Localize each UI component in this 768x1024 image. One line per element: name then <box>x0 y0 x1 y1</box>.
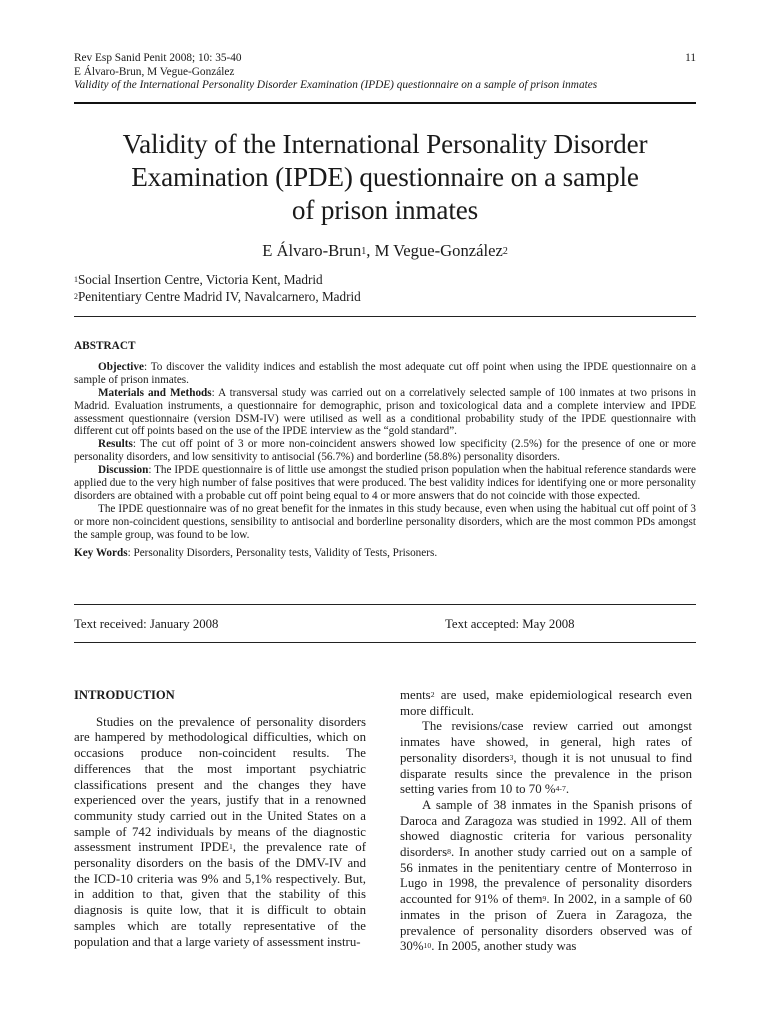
abstract-results <box>74 438 696 464</box>
title-line-3: of prison inmates <box>291 195 479 225</box>
objective-label: Objective <box>98 360 144 373</box>
body-column-left <box>74 688 366 950</box>
page-number: 11 <box>685 52 696 64</box>
intro-p3-text-d: . In 2005, another study was <box>431 939 577 954</box>
journal-citation: Rev Esp Sanid Penit 2008; 10: 35-40 <box>74 52 242 64</box>
results-label: Results <box>98 438 133 451</box>
affiliation-2-mark: 2 <box>74 291 78 301</box>
intro-p1-cont-a: ments <box>400 688 431 702</box>
affiliation-1-mark: 1 <box>74 275 78 285</box>
intro-p3-text-a: A sample of 38 inmates in the Spanish prisons of Daroca and Zaragoza was studied in 1992. All of them showed diagnostic criteria for various personality disorders <box>400 797 692 860</box>
affiliation-1 <box>74 272 696 289</box>
keywords-text: : Personality Disorders, Personality tests, Validity of Tests, Prisoners. <box>127 546 438 559</box>
abstract-section <box>74 340 696 560</box>
running-header <box>74 52 696 93</box>
intro-p1-text-a: Studies on the prevalence of personality disorders are hampered by methodological difficulties, which on occasions produce non-coincident results. The differences that the most important psychiatric classifications present and the changes they have experienced over the years, justify that in a renowned community study carried out in the United States on a sample of 742 individuals by means of the diagnostic assessment instrument IPDE <box>74 714 366 855</box>
methods-label: Materials and Methods <box>98 386 212 399</box>
discussion-label: Discussion <box>98 464 149 477</box>
keywords-label: Key Words <box>74 546 128 559</box>
abstract-methods <box>74 387 696 439</box>
affiliation-2-text: Penitentiary Centre Madrid IV, Navalcarnero, Madrid <box>77 288 361 304</box>
author-1-affiliation-mark: 1 <box>361 245 367 257</box>
body-column-right <box>400 688 692 955</box>
introduction-heading: INTRODUCTION <box>74 688 175 702</box>
date-accepted: Text accepted: May 2008 <box>445 617 575 631</box>
results-text: : The cut off point of 3 or more non-coincident answers showed low specificity (2.5%) for the presence of one or more personality disorders, and low sensitivity to antisocial (56.7%) and borderline (58.8%) personality disorders. <box>74 438 696 464</box>
affiliations <box>74 272 696 305</box>
affiliation-2 <box>74 289 696 306</box>
citation-ref: 9 <box>542 894 547 904</box>
affiliation-1-text: Social Insertion Centre, Victoria Kent, Madrid <box>77 272 323 287</box>
intro-paragraph-3 <box>400 798 692 955</box>
author-separator: , <box>366 241 375 260</box>
affiliation-rule <box>74 316 696 317</box>
author-2-affiliation-mark: 2 <box>502 245 508 257</box>
intro-p2-text-a: The revisions/case review carried out amongst inmates have showed, in general, high rates of personality disorders <box>400 719 692 765</box>
intro-paragraph-1 <box>74 715 366 951</box>
citation-ref: 1 <box>228 842 233 852</box>
intro-paragraph-1-continued <box>400 688 692 719</box>
citation-ref: 8 <box>447 847 451 857</box>
objective-text: : To discover the validity indices and establish the most adequate cut off point when using the IPDE questionnaire on a sample of prison inmates. <box>74 360 696 386</box>
running-title: Validity of the International Personality Disorder Examination (IPDE) questionnaire on a sample of prison inmates <box>74 79 598 92</box>
title-line-2: Examination (IPDE) questionnaire on a sample <box>131 162 639 192</box>
title-line-1: Validity of the International Personality Disorder <box>122 129 648 159</box>
citation-ref: 2 <box>430 690 435 700</box>
citation-ref: 4-7 <box>555 784 566 794</box>
citation-ref: 10 <box>423 941 432 951</box>
header-rule <box>74 102 696 104</box>
intro-p1-text-b: , the prevalence rate of personality disorders on the basis of the DMV-IV and the ICD-10 criteria was 9% and 5,1% respectively. But, in addition to that, given that the stability of this diagnosis is quite low, that it is difficult to obtain samples which are totally representative of the population and that a large variety of assessment instru- <box>74 840 366 949</box>
abstract-heading: ABSTRACT <box>74 340 136 352</box>
abstract-discussion <box>74 464 696 503</box>
intro-p1-cont-b: are used, make epidemiological research even more difficult. <box>400 688 692 718</box>
date-received: Text received: January 2008 <box>74 617 219 631</box>
author-list <box>74 241 696 261</box>
dates-rule <box>74 642 696 643</box>
abstract-objective <box>74 361 696 387</box>
citation-ref: 3 <box>509 752 514 762</box>
article-title <box>74 128 696 227</box>
intro-p3-text-c: . In 2002, in a sample of 60 inmates in the prison of Zuera in Zaragoza, the prevalence of personality disorders observed was of 30% <box>400 892 692 954</box>
author-1: E Álvaro-Brun <box>262 241 362 260</box>
header-authors: E Álvaro-Brun, M Vegue-González <box>74 65 235 78</box>
author-2: M Vegue-González <box>374 241 503 260</box>
intro-p2-text-c: . <box>565 782 570 797</box>
intro-paragraph-2 <box>400 719 692 798</box>
intro-p3-text-b: . In another study carried out on a sample of 56 inmates in the penitentiary centre of Monterroso in Lugo in 1998, the prevalence of personality disorders accounted for 91% of them <box>400 845 692 907</box>
discussion-text: : The IPDE questionnaire is of little use amongst the studied prison population when the habitual reference standards were applied due to the very high number of false positives that were produced. The best validity indices for identifying one or more personality disorders are obtained with a probable cut off point being equal to 4 or more answers that do not coincide with those expected. <box>74 464 696 502</box>
abstract-conclusion: The IPDE questionnaire was of no great benefit for the inmates in this study because, even when using the habitual cut off point of 3 or more non-coincident questions, sensibility to antisocial and borderline personality disorders, which are the most common PDs amongst the sample group, was found to be low. <box>74 502 696 541</box>
abstract-rule <box>74 604 696 605</box>
methods-text: : A transversal study was carried out on a correlatively selected sample of 100 inmates at two prisons in Madrid. Evaluation instruments, a questionnaire for demographic, prison and toxicological data and a complete interview and IPDE assessment questionnaire (version DSM-IV) were utilised as well as a conditional probability study of the IPDE questionnaire with different cut off points based on the use of the IPDE interview as the “gold standard”. <box>74 386 697 438</box>
intro-p2-text-b: , though it is not unusual to find disparate results since the prevalence in the prison setting varies from 10 to 70 % <box>400 750 692 797</box>
keywords <box>74 547 696 560</box>
